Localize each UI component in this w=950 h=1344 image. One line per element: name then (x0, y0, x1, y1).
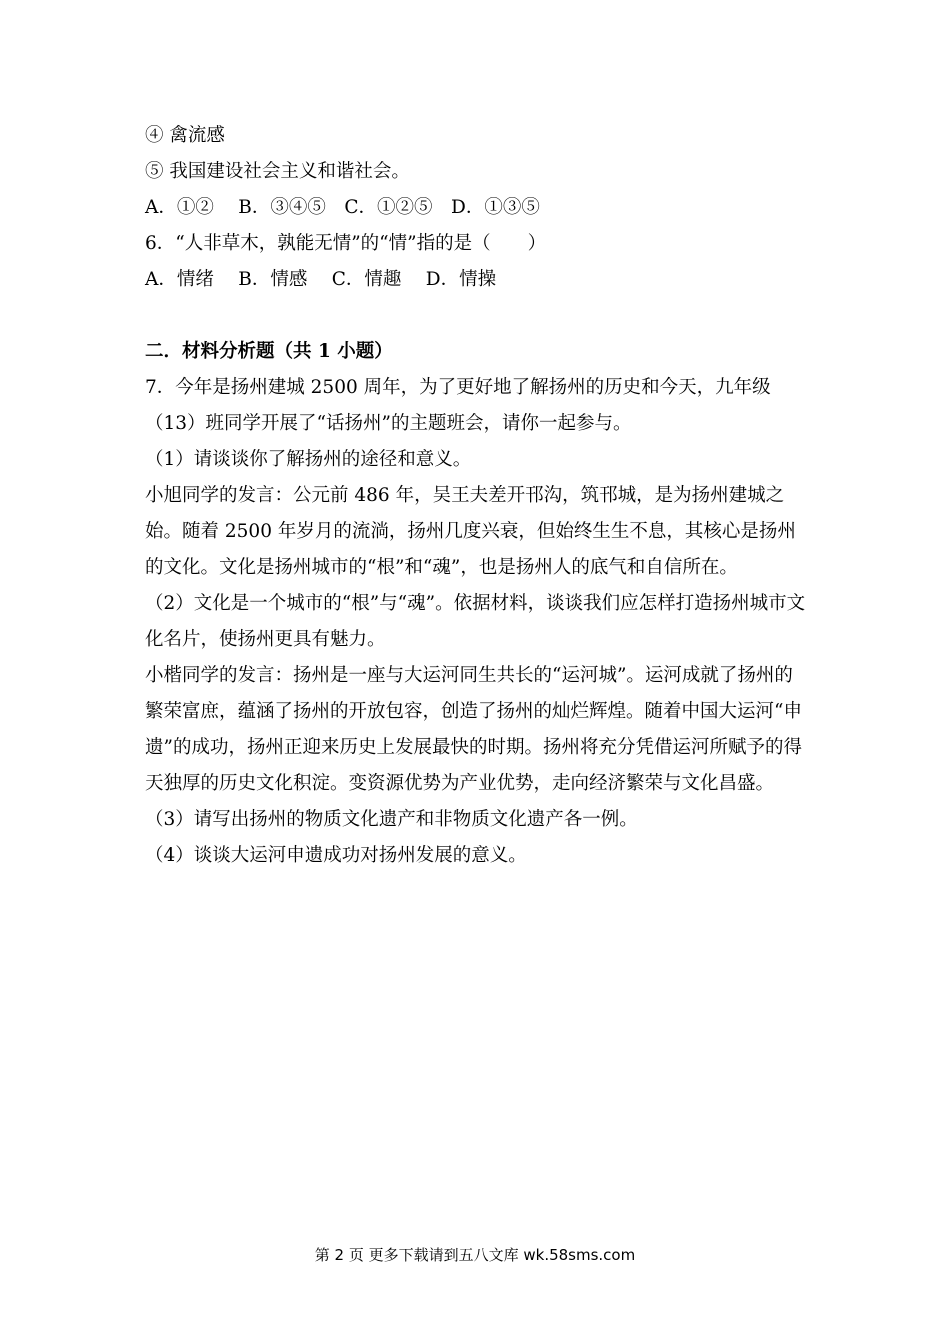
option-item-5: ⑤ 我国建设社会主义和谐社会。 (145, 161, 410, 182)
section-spacer (145, 298, 810, 334)
question-7-intro: 7．今年是扬州建城 2500 周年，为了更好地了解扬州的历史和今天，九年级（13）班同学开展了“话扬州”的主题班会，请你一起参与。 (145, 377, 771, 434)
question-7-sub-4: （4）谈谈大运河申遗成功对扬州发展的意义。 (145, 845, 527, 866)
question-6: 6．“人非草木，孰能无情”的“情”指的是（ ） (145, 233, 547, 254)
page-footer: 第 2 页 更多下载请到五八文库 wk.58sms.com (314, 1246, 636, 1264)
material-xiaoxu-speech: 小旭同学的发言：公元前 486 年，吴王夫差开邗沟，筑邗城，是为扬州建城之始。随着 2500 年岁月的流淌，扬州几度兴衰，但始终生生不息，其核心是扬州的文化。文化是扬州城市的“根”和“魂”，也是扬州人的底气和自信所在。 (145, 485, 796, 578)
answer-choices-q5: A．①② B．③④⑤ C．①②⑤ D．①③⑤ (145, 197, 540, 218)
answer-choices-q6: A．情绪 B．情感 C．情趣 D．情操 (145, 269, 497, 290)
option-item-4: ④ 禽流感 (145, 125, 225, 146)
question-7-sub-2: （2）文化是一个城市的“根”与“魂”。依据材料，谈谈我们应怎样打造扬州城市文化名片，使扬州更具有魅力。 (145, 593, 806, 650)
question-7-sub-3: （3）请写出扬州的物质文化遗产和非物质文化遗产各一例。 (145, 809, 638, 830)
question-7-sub-1: （1）请谈谈你了解扬州的途径和意义。 (145, 449, 472, 470)
section-heading: 二．材料分析题（共 1 小题） (145, 341, 393, 362)
page-content (145, 118, 810, 874)
material-xiaokai-speech: 小楷同学的发言：扬州是一座与大运河同生共长的“运河城”。运河成就了扬州的繁荣富庶，蕴涵了扬州的开放包容，创造了扬州的灿烂辉煌。随着中国大运河“申遗”的成功，扬州正迎来历史上发展最快的时期。扬州将充分凭借运河所赋予的得天独厚的历史文化积淀。变资源优势为产业优势，走向经济繁荣与文化昌盛。 (145, 665, 802, 794)
